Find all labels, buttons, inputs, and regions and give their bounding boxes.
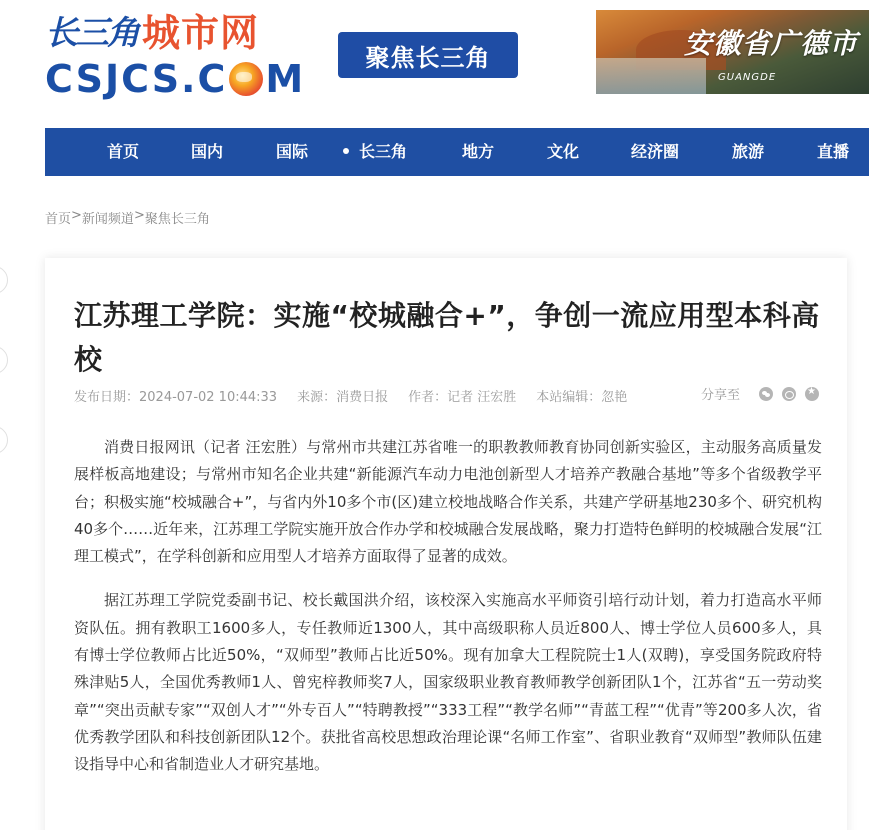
logo-latin-text xyxy=(45,58,305,100)
nav-item-economic-circle[interactable]: 经济圈 xyxy=(631,142,680,161)
article-paragraph: 据江苏理工学院党委副书记、校长戴国洪介绍，该校深入实施高水平师资引培行动计划，着力打造高水平师资队伍。拥有教职工1600多人，专任教师近1300人，其中高级职称人员近800人、博士学位人员600多人，具有博士学位教师占比近50%，“双师型”教师占比近50%。现有加拿大工程院院士1人(双聘)，享受国务院政府特殊津贴5人，全国优秀教师1人、曾宪梓教师奖7人，国家级职业教育教师教学创新团队1个，江苏省“五一劳动奖章”“突出贡献专家”“双创人才”“外专百人”“特聘教授”“333工程”“教学名师”“青蓝工程”“优青”等200多人次，省优秀教学团队和科技创新团队12个。获批省高校思想政治理论课“名师工作室”、省职业教育“双师型”教师队伍建设指导中心和省制造业人才研究基地。 xyxy=(74,591,822,774)
globe-icon xyxy=(229,62,263,96)
breadcrumb xyxy=(45,208,210,227)
side-tool-button[interactable] xyxy=(0,346,8,374)
nav-item-international[interactable]: 国际 xyxy=(276,142,309,161)
nav-item-local[interactable]: 地方 xyxy=(462,142,495,161)
site-header xyxy=(0,0,869,110)
logo-latin-right: M xyxy=(265,57,306,101)
share-label: 分享至 xyxy=(700,388,740,403)
main-nav xyxy=(45,128,869,176)
article-source: 来源：消费日报 xyxy=(297,390,389,405)
ad-subtitle: GUANGDE xyxy=(718,72,777,83)
article-author: 作者：记者 汪宏胜 xyxy=(408,390,517,405)
nav-item-domestic[interactable]: 国内 xyxy=(191,142,224,161)
nav-item-yangtze-delta[interactable] xyxy=(343,128,407,176)
site-logo[interactable] xyxy=(45,6,310,101)
publish-date: 发布日期：2024-07-02 10:44:33 xyxy=(74,390,278,405)
nav-item-home[interactable]: 首页 xyxy=(107,142,140,161)
logo-latin-left: CSJCS.C xyxy=(45,57,228,101)
logo-brand-text: 长三角 xyxy=(45,13,138,52)
article-card xyxy=(45,258,847,830)
nav-item-travel[interactable]: 旅游 xyxy=(732,142,765,161)
article-body xyxy=(74,434,822,796)
channel-badge[interactable]: 聚焦长三角 xyxy=(338,32,518,78)
wechat-share-icon[interactable] xyxy=(759,387,773,401)
ad-title: 安徽省广德市 xyxy=(684,27,859,60)
breadcrumb-current[interactable]: 聚焦长三角 xyxy=(144,212,210,227)
nav-item-culture[interactable]: 文化 xyxy=(547,142,580,161)
nav-item-label: 长三角 xyxy=(359,142,408,161)
logo-city-text: 城市网 xyxy=(142,11,260,55)
weibo-share-icon[interactable] xyxy=(782,387,796,401)
side-tool-button[interactable] xyxy=(0,426,8,454)
nav-item-live[interactable]: 直播 xyxy=(817,142,850,161)
article-meta xyxy=(74,386,647,405)
logo-wordmark xyxy=(45,6,259,56)
share-bar xyxy=(701,384,819,403)
breadcrumb-separator: > xyxy=(133,208,145,223)
active-dot-icon xyxy=(343,148,349,154)
breadcrumb-home[interactable]: 首页 xyxy=(45,212,72,227)
breadcrumb-channel[interactable]: 新闻频道 xyxy=(81,212,134,227)
article-editor: 本站编辑：忽艳 xyxy=(536,390,628,405)
article-title: 江苏理工学院：实施“校城融合+”，争创一流应用型本科高校 xyxy=(74,299,820,376)
breadcrumb-separator: > xyxy=(71,208,82,223)
ad-banner[interactable] xyxy=(596,10,869,94)
qzone-share-icon[interactable] xyxy=(805,387,819,401)
article-paragraph: 消费日报网讯（记者 汪宏胜）与常州市共建江苏省唯一的职教教师教育协同创新实验区，主动服务高质量发展样板高地建设；与常州市知名企业共建“新能源汽车动力电池创新型人才培养产教融合基地”等多个省级教学平台；积极实施“校城融合+”，与省内外10多个市(区)建立校地战略合作关系，共建产学研基地230多个、研究机构40多个……近年来，江苏理工学院实施开放合作办学和校城融合发展战略，聚力打造特色鲜明的校城融合发展“江理工模式”，在学科创新和应用型人才培养方面取得了显著的成效。 xyxy=(74,438,822,566)
banner-lake xyxy=(596,58,706,94)
side-tool-button[interactable] xyxy=(0,266,8,294)
